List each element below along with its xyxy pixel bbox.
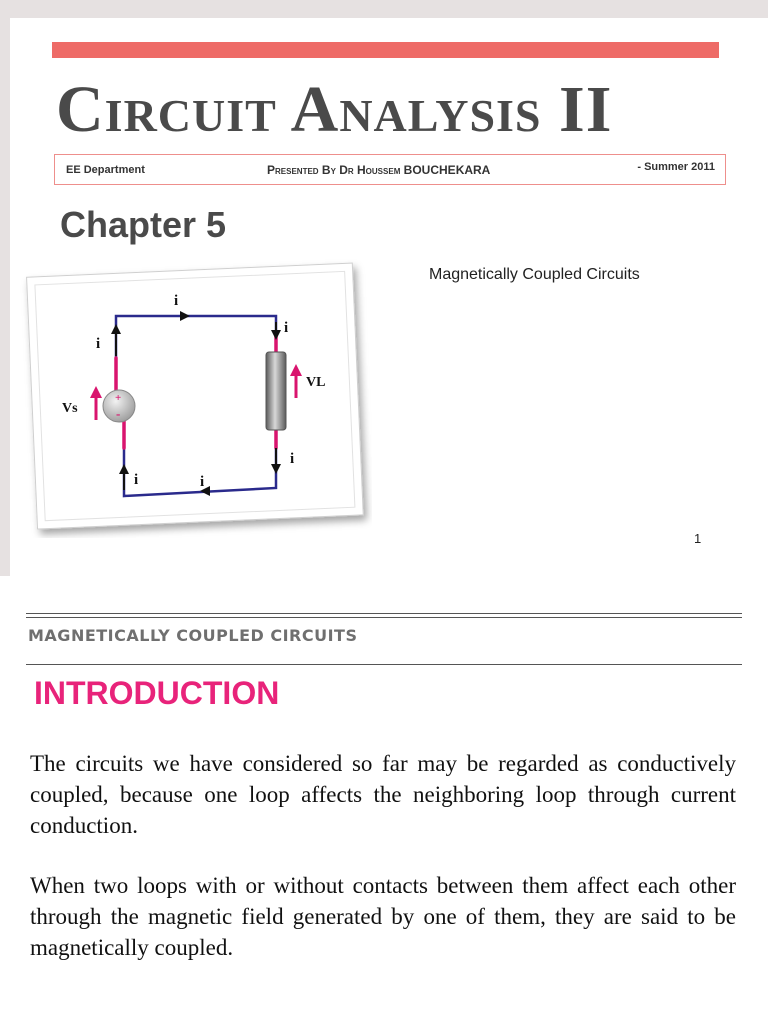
intro-heading: INTRODUCTION: [34, 675, 280, 711]
current-label-left-top: i: [96, 336, 101, 352]
accent-bar: [52, 42, 719, 58]
department-label: EE Department: [66, 164, 145, 176]
current-label-top: i: [174, 293, 179, 309]
presenter-label: Presented By Dr Houssem BOUCHEKARA: [267, 163, 491, 177]
term-label: - Summer 2011: [637, 161, 715, 173]
current-label-left-bottom: i: [134, 472, 139, 488]
source-voltage-label: Vs: [62, 401, 78, 416]
circuit-diagram: [20, 258, 372, 538]
section-title: MAGNETICALLY COUPLED CIRCUITS: [28, 626, 358, 645]
content-slide: [0, 576, 768, 1024]
course-title: Circuit Analysis II: [56, 73, 613, 146]
top-rule-1: [26, 613, 742, 614]
current-label-right-top: i: [284, 320, 289, 336]
paragraph-2: When two loops with or without contacts between them affect each other through the magnetic field generated by one of them, they are said to be magnetically coupled.: [30, 873, 736, 960]
minus-sign: -: [116, 406, 121, 421]
load-element: [266, 352, 286, 430]
circuit-svg: [20, 258, 372, 538]
chapter-title: Chapter 5: [60, 204, 227, 245]
paragraph-1: The circuits we have considered so far may be regarded as conductively coupled, because one loop affects the neighboring loop through current conduction.: [30, 751, 736, 838]
info-box: [54, 154, 726, 185]
chapter-subtitle: Magnetically Coupled Circuits: [429, 266, 640, 283]
plus-sign: +: [115, 392, 122, 404]
page-number: 1: [694, 531, 702, 546]
current-label-right-bottom: i: [290, 451, 295, 467]
section-rule: [26, 664, 742, 665]
top-rule-2: [26, 617, 742, 618]
load-voltage-label: VL: [306, 375, 326, 390]
current-label-bottom: i: [200, 474, 205, 490]
